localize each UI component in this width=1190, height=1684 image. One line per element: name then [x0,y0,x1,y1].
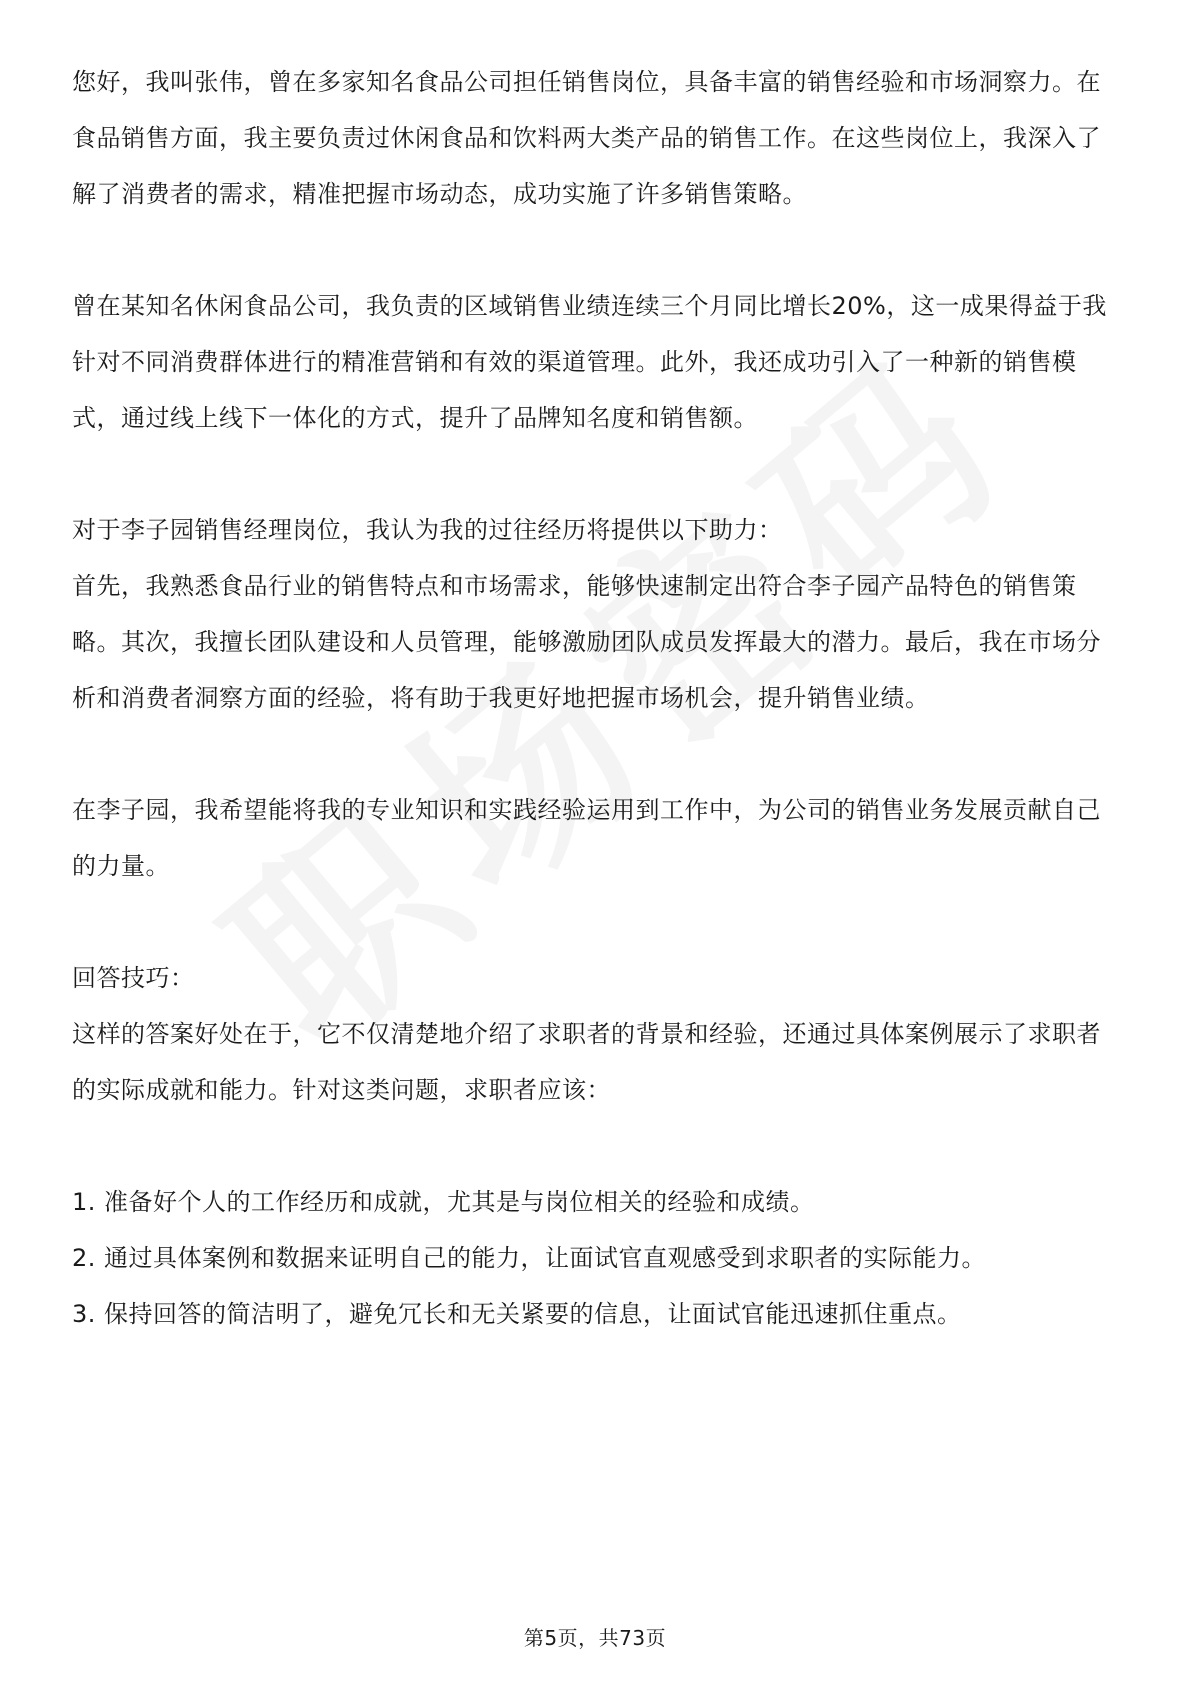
tips-paragraph: 这样的答案好处在于，它不仅清楚地介绍了求职者的背景和经验，还通过具体案例展示了求职者的实际成就和能力。针对这类问题，求职者应该： [72,1020,1101,1104]
role-fit-paragraph: 首先，我熟悉食品行业的销售特点和市场需求，能够快速制定出符合李子园产品特色的销售策略。其次，我擅长团队建设和人员管理，能够激励团队成员发挥最大的潜力。最后，我在市场分析和消费者洞察方面的经验，将有助于我更好地把握市场机会，提升销售业绩。 [72,572,1101,712]
tip-item-2: 2. 通过具体案例和数据来证明自己的能力，让面试官直观感受到求职者的实际能力。 [72,1244,987,1272]
paragraph-spacer [72,726,1118,782]
document-body [72,54,1118,1342]
role-fit-heading: 对于李子园销售经理岗位，我认为我的过往经历将提供以下助力： [72,516,783,544]
tips-heading: 回答技巧： [72,964,195,992]
aspiration-paragraph: 在李子园，我希望能将我的专业知识和实践经验运用到工作中，为公司的销售业务发展贡献自己的力量。 [72,796,1101,880]
page-number: 第5页，共73页 [523,1626,667,1650]
tip-item-1: 1. 准备好个人的工作经历和成就，尤其是与岗位相关的经验和成绩。 [72,1188,815,1216]
tip-item-3: 3. 保持回答的简洁明了，避免冗长和无关紧要的信息，让面试官能迅速抓住重点。 [72,1300,962,1328]
paragraph-spacer [72,222,1118,278]
paragraph-spacer [72,894,1118,950]
achievement-paragraph: 曾在某知名休闲食品公司，我负责的区域销售业绩连续三个月同比增长20%，这一成果得益于我针对不同消费群体进行的精准营销和有效的渠道管理。此外，我还成功引入了一种新的销售模式，通过线上线下一体化的方式，提升了品牌知名度和销售额。 [72,292,1107,432]
intro-paragraph: 您好，我叫张伟，曾在多家知名食品公司担任销售岗位，具备丰富的销售经验和市场洞察力。在食品销售方面，我主要负责过休闲食品和饮料两大类产品的销售工作。在这些岗位上，我深入了解了消费者的需求，精准把握市场动态，成功实施了许多销售策略。 [72,68,1101,208]
paragraph-spacer [72,446,1118,502]
paragraph-spacer [72,1118,1118,1174]
